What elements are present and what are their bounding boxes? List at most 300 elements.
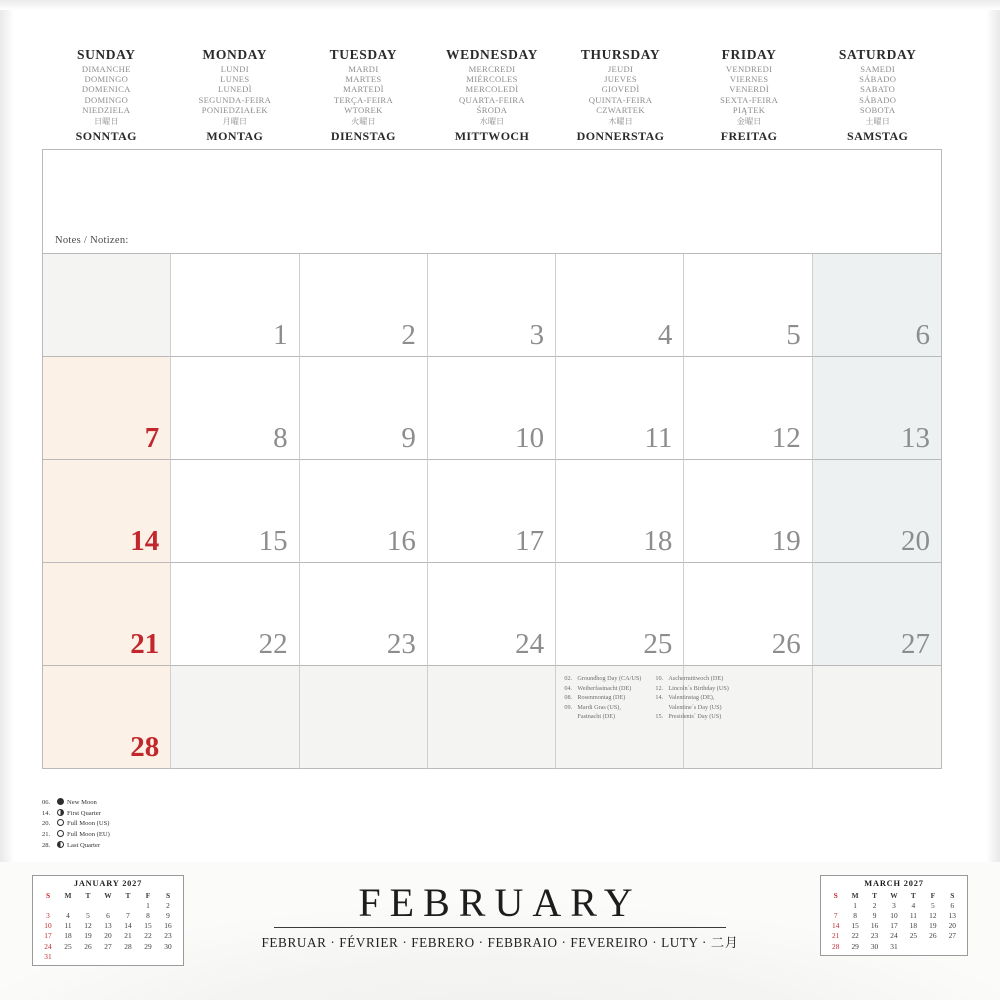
weekday-name-alt: NIEDZIELA [82, 105, 131, 116]
weekday-name-alt: GIOVEDÌ [601, 84, 640, 95]
weekday-header-row [42, 48, 942, 142]
mini-calendar-day-empty [158, 951, 178, 961]
mini-calendar-day: 18 [64, 931, 72, 941]
mini-calendar-day: 2 [166, 900, 170, 910]
mini-calendar-day: 21 [124, 931, 132, 941]
weekday-name-alt: CZWARTEK [596, 105, 645, 116]
mini-calendar-day: 17 [44, 931, 52, 941]
mini-calendar-day-empty [138, 951, 158, 961]
holiday-item [564, 703, 641, 713]
weekday-name-de: MONTAG [206, 128, 264, 143]
week-row [43, 460, 941, 563]
day-number: 26 [771, 627, 801, 660]
mini-calendar-dow: W [104, 890, 112, 900]
weekday-header-friday [685, 48, 814, 142]
mini-calendar-day: 1 [146, 900, 150, 910]
holiday-date: 12. [655, 684, 664, 692]
mini-calendar-day-empty [98, 900, 118, 910]
holiday-item [564, 684, 641, 694]
moon-phase-item [42, 841, 110, 852]
mini-calendar-day: 29 [144, 941, 152, 951]
mini-calendar-day: 22 [851, 931, 859, 941]
mini-calendar-day-empty [78, 900, 98, 910]
day-number: 21 [130, 627, 160, 660]
moon-phase-date: 14. [42, 809, 51, 817]
day-number: 1 [273, 318, 288, 351]
weekday-name-de: SONNTAG [75, 128, 137, 143]
mini-calendar-day: 3 [46, 910, 50, 920]
mini-calendar-week [826, 941, 962, 951]
mini-calendar-day: 20 [948, 921, 956, 931]
mini-calendar-day: 26 [929, 931, 937, 941]
holiday-label: Groundhog Day (CA/US) [577, 674, 642, 682]
weekday-header-tuesday [299, 48, 428, 142]
mini-calendar-day: 12 [84, 921, 92, 931]
mini-calendar-day: 25 [909, 931, 918, 941]
weekday-name-en: SATURDAY [838, 47, 917, 62]
mini-calendar-day: 6 [106, 910, 110, 920]
mini-calendar-day: 10 [44, 921, 52, 931]
mini-calendar-dow: T [872, 890, 878, 900]
weekday-name-alt: SEGUNDA-FEIRA [198, 94, 272, 105]
mini-calendar-day: 7 [126, 910, 130, 920]
weekday-name-alt: SEXTA-FEIRA [720, 94, 779, 105]
holiday-date: 10. [655, 674, 664, 682]
day-cell-22[interactable] [171, 563, 299, 666]
holiday-item [564, 693, 641, 703]
mini-calendar-day: 19 [929, 921, 937, 931]
mini-calendar-day: 14 [124, 921, 132, 931]
mini-calendar-day: 31 [44, 951, 52, 961]
mini-calendar-day: 4 [66, 910, 70, 920]
weekday-name-alt: QUARTA-FEIRA [459, 94, 525, 105]
weekday-name-en: MONDAY [202, 47, 268, 62]
holiday-item [655, 693, 729, 703]
mini-calendar-day: 26 [84, 941, 92, 951]
day-number: 12 [771, 421, 801, 454]
day-cell-14[interactable] [43, 460, 171, 563]
day-number: 19 [771, 524, 801, 557]
mini-calendar-march-table [826, 890, 962, 951]
weekday-name-alt: MARDI [348, 63, 379, 74]
weekday-names-multilingual [42, 64, 171, 116]
mini-calendar-day: 18 [909, 921, 918, 931]
holiday-item [564, 674, 641, 684]
weekday-header-thursday [556, 48, 685, 142]
day-cell-4[interactable] [556, 254, 684, 357]
weekday-name-de: MITTWOCH [454, 128, 530, 143]
month-grid [42, 149, 942, 769]
mini-calendar-day: 9 [872, 910, 877, 920]
weekday-name-alt: MERCOLEDÌ [465, 84, 519, 95]
holiday-item [655, 684, 729, 694]
holiday-label: Rosenmontag (DE) [577, 694, 626, 702]
day-cell-5[interactable] [684, 254, 812, 357]
weekday-names-multilingual [428, 64, 557, 116]
weekday-name-alt: TERÇA-FEIRA [333, 94, 393, 105]
mini-calendar-week [38, 931, 178, 941]
moon-phase-date: 28. [42, 841, 51, 849]
day-cell-21[interactable] [43, 563, 171, 666]
moon-phase-date: 20. [42, 820, 51, 828]
day-cell-25[interactable] [556, 563, 684, 666]
mini-calendar-day: 3 [892, 900, 896, 910]
mini-calendar-day: 21 [832, 931, 840, 941]
day-cell-empty [564, 666, 812, 769]
mini-calendar-day-empty [98, 951, 118, 961]
weekday-name-alt: VENDREDI [725, 63, 773, 74]
moon-phase-label: New Moon [67, 799, 97, 806]
mini-calendar-week [38, 941, 178, 951]
weekday-name-alt: ŚRODA [476, 105, 508, 116]
mini-calendar-dow: S [165, 890, 171, 900]
day-number: 11 [644, 421, 673, 454]
mini-calendar-day: 16 [870, 921, 879, 931]
mini-calendar-day-empty [826, 900, 845, 910]
mini-calendar-week [38, 910, 178, 920]
weekday-name-de: SAMSTAG [847, 128, 909, 143]
mini-calendar-dow: T [85, 890, 91, 900]
weekday-name-ja: 日曜日 [93, 116, 119, 126]
mini-calendar-day: 31 [890, 941, 898, 951]
holiday-item [655, 674, 729, 684]
day-number: 18 [643, 524, 673, 557]
mini-calendar-day: 15 [144, 921, 152, 931]
mini-calendar-dow: F [930, 890, 936, 900]
day-cell-20[interactable] [813, 460, 941, 563]
mini-calendar-day: 5 [930, 900, 935, 910]
mini-calendar-day: 4 [911, 900, 916, 910]
notes-label: Notes / Notizen: [55, 234, 129, 246]
day-number: 5 [786, 318, 801, 351]
title-rule [274, 927, 726, 928]
weekday-name-alt: SOBOTA [859, 105, 896, 116]
weekday-name-alt: PONIEDZIAŁEK [201, 105, 268, 116]
mini-calendar-day: 10 [890, 910, 898, 920]
mini-calendar-january-title: JANUARY 2027 [73, 879, 143, 888]
weekday-name-alt: SÁBADO [859, 73, 897, 84]
day-cell-7[interactable] [43, 357, 171, 460]
mini-calendar-week [38, 951, 178, 961]
weekday-name-en: TUESDAY [329, 47, 398, 62]
day-cell-16[interactable] [300, 460, 428, 563]
weekday-name-ja: 火曜日 [351, 116, 376, 126]
mini-calendar-day: 30 [870, 941, 879, 951]
mini-calendar-dow-row [38, 890, 178, 900]
day-cell-10[interactable] [428, 357, 556, 460]
weekday-name-de: DONNERSTAG [576, 128, 665, 143]
day-number: 13 [900, 421, 930, 454]
mini-calendar-day: 19 [84, 931, 92, 941]
day-cell-3[interactable] [428, 254, 556, 357]
moon-first-icon [57, 809, 64, 816]
moon-phase-item [42, 809, 110, 820]
mini-calendar-week [826, 931, 962, 941]
day-number: 25 [643, 627, 673, 660]
holiday-label: Presidents´ Day (US) [668, 713, 722, 721]
mini-calendar-dow: M [851, 890, 859, 900]
day-cell-6[interactable] [813, 254, 941, 357]
weekday-name-alt: JUEVES [604, 73, 637, 84]
mini-calendar-day: 24 [890, 931, 898, 941]
day-cell-15[interactable] [171, 460, 299, 563]
day-number: 4 [657, 318, 673, 351]
mini-calendar-day: 6 [950, 900, 955, 910]
mini-calendar-day-empty [78, 951, 98, 961]
day-cell-empty [428, 666, 556, 769]
mini-calendar-dow: S [950, 890, 955, 900]
mini-calendar-january[interactable] [32, 875, 184, 966]
mini-calendar-dow: M [64, 890, 72, 900]
mini-calendar-day-empty [118, 900, 138, 910]
week-rows [43, 254, 941, 769]
mini-calendar-day: 5 [86, 910, 90, 920]
mini-calendar-day: 22 [144, 931, 152, 941]
weekday-header-saturday [813, 48, 942, 142]
holiday-column [655, 674, 729, 722]
day-cell-19[interactable] [684, 460, 812, 563]
month-subtitle: FEBRUAR · FÉVRIER · FEBRERO · FEBBRAIO · FEVEREIRO · LUTY · 二月 [261, 935, 739, 950]
holiday-label: Valentine´s Day (US) [668, 703, 722, 711]
day-cell-empty [300, 666, 428, 769]
weekday-header-sunday [42, 48, 171, 142]
mini-calendar-day: 12 [929, 910, 937, 920]
holiday-date: 02. [564, 674, 573, 682]
weekday-name-alt: VENERDÌ [729, 84, 769, 95]
holiday-label: Fastnacht (DE) [577, 713, 616, 721]
week-row [43, 563, 941, 666]
mini-calendar-day: 9 [166, 910, 170, 920]
mini-calendar-january-table [38, 890, 178, 961]
day-number: 20 [900, 524, 930, 557]
day-cell-1[interactable] [171, 254, 299, 357]
day-number: 10 [515, 421, 545, 454]
mini-calendar-dow: T [910, 890, 916, 900]
mini-calendar-dow: S [833, 890, 838, 900]
week-row [43, 254, 941, 357]
day-cell-17[interactable] [428, 460, 556, 563]
mini-calendar-day: 1 [853, 900, 857, 910]
holiday-label: Mardi Gras (US), [577, 703, 621, 711]
weekday-name-en: FRIDAY [721, 47, 777, 62]
mini-calendar-day: 13 [104, 921, 112, 931]
mini-calendar-dow: W [890, 890, 898, 900]
mini-calendar-day: 23 [164, 931, 172, 941]
weekday-name-alt: VIERNES [729, 73, 769, 84]
day-number: 7 [144, 421, 160, 454]
day-number: 27 [900, 627, 930, 660]
day-cell-24[interactable] [428, 563, 556, 666]
weekday-name-alt: MARTES [345, 73, 382, 84]
day-cell-empty [813, 666, 941, 769]
mini-calendar-day: 25 [64, 941, 72, 951]
mini-calendar-week [826, 921, 962, 931]
holiday-label: Aschermittwoch (DE) [668, 674, 724, 682]
moon-phase-item [42, 819, 110, 830]
day-number: 3 [529, 318, 545, 351]
weekday-names-multilingual [299, 64, 428, 116]
mini-calendar-day-empty [943, 941, 962, 951]
day-number: 17 [515, 524, 545, 557]
day-number: 9 [401, 421, 416, 454]
day-number: 15 [258, 524, 288, 557]
holiday-label: Valentinstag (DE), [668, 694, 715, 702]
weekday-name-alt: DOMINGO [84, 94, 129, 105]
day-number: 6 [915, 318, 930, 351]
mini-calendar-day: 17 [890, 921, 898, 931]
mini-calendar-day: 28 [124, 941, 132, 951]
weekday-name-en: THURSDAY [580, 47, 661, 62]
day-cell-27[interactable] [813, 563, 941, 666]
day-cell-empty [171, 666, 299, 769]
moon-new-icon [57, 798, 64, 805]
mini-calendar-day: 14 [832, 921, 840, 931]
weekday-name-alt: DOMENICA [81, 84, 131, 95]
weekday-name-ja: 金曜日 [736, 116, 762, 126]
mini-calendar-day-empty [904, 941, 923, 951]
mini-calendar-week [826, 900, 962, 910]
notes-area[interactable] [43, 150, 941, 254]
moon-phase-label: First Quarter [67, 809, 101, 817]
mini-calendar-dow: T [125, 890, 131, 900]
holiday-date: 04. [564, 684, 573, 692]
day-cell-23[interactable] [300, 563, 428, 666]
mini-calendar-day: 23 [870, 931, 879, 941]
day-number: 8 [273, 421, 288, 454]
day-cell-9[interactable] [300, 357, 428, 460]
weekday-name-ja: 土曜日 [865, 116, 890, 126]
day-cell-13[interactable] [813, 357, 941, 460]
moon-phase-label: Full Moon (EU) [67, 831, 110, 839]
mini-calendar-day: 11 [64, 921, 72, 931]
mini-calendar-day: 27 [948, 931, 956, 941]
weekday-name-alt: MERCREDI [468, 63, 516, 74]
mini-calendar-day: 7 [833, 910, 838, 920]
weekday-name-alt: SAMEDI [860, 63, 896, 74]
holiday-date: 14. [655, 694, 664, 702]
holiday-label: Weiberfastnacht (DE) [577, 684, 632, 692]
weekday-name-alt: SABATO [860, 84, 896, 95]
mini-calendar-march-title: MARCH 2027 [864, 879, 924, 888]
page-title: FEBRUARY [358, 880, 642, 925]
page-edge-shadow-left [0, 0, 14, 1000]
day-cell-28[interactable] [43, 666, 171, 769]
moon-phase-legend [42, 798, 110, 851]
day-number: 22 [258, 627, 288, 660]
weekday-name-alt: LUNEDÌ [217, 84, 252, 95]
weekday-name-ja: 月曜日 [222, 116, 248, 126]
moon-phase-item [42, 830, 110, 841]
weekday-name-de: FREITAG [720, 128, 778, 143]
day-number: 2 [401, 318, 416, 351]
mini-calendar-dow: F [145, 890, 151, 900]
day-cell-11[interactable] [556, 357, 684, 460]
day-number: 23 [386, 627, 416, 660]
moon-full-icon [57, 819, 64, 826]
weekday-name-de: DIENSTAG [330, 128, 396, 143]
mini-calendar-day: 20 [104, 931, 112, 941]
holiday-item [655, 712, 729, 722]
weekday-names-multilingual [685, 64, 814, 116]
holiday-date: 08. [564, 694, 573, 702]
week-row [43, 357, 941, 460]
calendar-page [42, 48, 942, 769]
page-edge-shadow-right [986, 0, 1000, 1000]
weekday-name-alt: SÁBADO [859, 94, 897, 105]
moon-phase-label: Full Moon (US) [67, 820, 110, 828]
moon-phase-date: 06. [42, 799, 51, 806]
moon-phase-label: Last Quarter [67, 841, 101, 849]
holiday-column [564, 674, 641, 722]
weekday-name-alt: LUNES [220, 73, 250, 84]
weekday-name-alt: JEUDI [607, 63, 634, 74]
mini-calendar-day: 28 [832, 941, 840, 951]
day-cell-empty [43, 254, 171, 357]
day-number: 28 [130, 730, 160, 763]
mini-calendar-day-empty [58, 951, 78, 961]
mini-calendar-day-empty [118, 951, 138, 961]
weekday-name-alt: DIMANCHE [81, 63, 131, 74]
weekday-names-multilingual [556, 64, 685, 116]
moon-last-icon [57, 841, 64, 848]
weekday-name-alt: DOMINGO [84, 73, 129, 84]
day-cell-8[interactable] [171, 357, 299, 460]
weekday-names-multilingual [813, 64, 942, 116]
mini-calendar-day: 8 [146, 910, 150, 920]
mini-calendar-week [826, 910, 962, 920]
mini-calendar-day: 27 [104, 941, 112, 951]
day-cell-2[interactable] [300, 254, 428, 357]
mini-calendar-day-empty [38, 900, 58, 910]
mini-calendar-day-empty [58, 900, 78, 910]
mini-calendar-day: 16 [164, 921, 172, 931]
mini-calendar-day: 11 [909, 910, 917, 920]
mini-calendar-march[interactable] [820, 875, 968, 956]
holiday-label: Lincoln´s Birthday (US) [668, 684, 729, 692]
weekday-header-monday [171, 48, 300, 142]
day-number: 14 [130, 524, 160, 557]
holiday-item [564, 712, 641, 722]
mini-calendar-day: 30 [164, 941, 172, 951]
weekday-name-en: SUNDAY [76, 47, 136, 62]
day-cell-26[interactable] [684, 563, 812, 666]
week-row [43, 666, 941, 769]
mini-calendar-day: 2 [872, 900, 877, 910]
day-cell-18[interactable] [556, 460, 684, 563]
weekday-name-alt: WTOREK [344, 105, 383, 116]
holiday-item [655, 703, 729, 713]
mini-calendar-dow-row [826, 890, 962, 900]
day-cell-12[interactable] [684, 357, 812, 460]
mini-calendar-week [38, 921, 178, 931]
weekday-name-alt: MARTEDÌ [343, 84, 384, 95]
mini-calendar-day: 8 [853, 910, 857, 920]
day-number: 24 [515, 627, 545, 660]
weekday-name-ja: 木曜日 [608, 116, 633, 126]
weekday-name-alt: PIĄTEK [732, 105, 766, 116]
mini-calendar-dow: S [45, 890, 51, 900]
mini-calendar-day-empty [923, 941, 942, 951]
mini-calendar-week [38, 900, 178, 910]
day-number: 16 [386, 524, 416, 557]
holiday-date: 09. [564, 703, 573, 711]
month-title-block [250, 882, 750, 951]
mini-calendar-day: 13 [948, 910, 956, 920]
moon-phase-date: 21. [42, 831, 51, 839]
holiday-date: 15. [655, 713, 664, 721]
weekday-name-alt: LUNDI [220, 63, 249, 74]
mini-calendar-day: 29 [851, 941, 859, 951]
